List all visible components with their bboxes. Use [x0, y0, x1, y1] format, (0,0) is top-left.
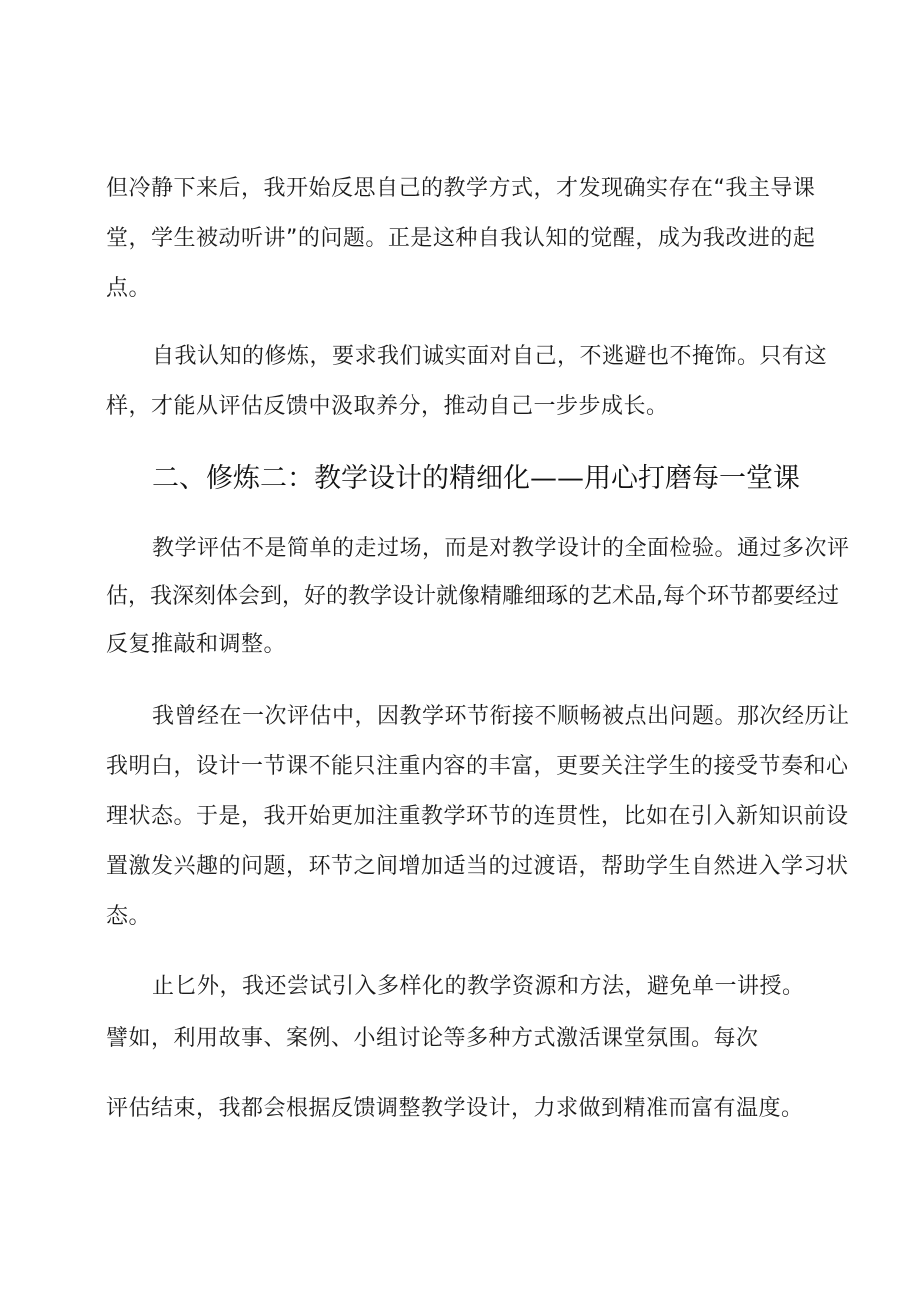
- paragraph-1-line-1: 但冷静下来后，我开始反思自己的教学方式，才发现确实存在“我主导课: [106, 176, 816, 201]
- paragraph-5-line-2: 譬如，利用故事、案例、小组讨论等多种方式激活课堂氛围。每次: [106, 1026, 759, 1051]
- paragraph-3-line-3: 反复推敲和调整。: [106, 632, 287, 657]
- paragraph-4-line-3: 理状态。于是，我开始更加注重教学环节的连贯性，比如在引入新知识前设: [106, 804, 849, 829]
- paragraph-1-line-2: 堂，学生被动听讲”的问题。正是这种自我认知的觉醒，成为我改进的起: [106, 226, 816, 251]
- paragraph-4-line-4: 置激发兴趣的问题，环节之间增加适当的过渡语，帮助学生自然进入学习状: [106, 854, 849, 879]
- paragraph-4-line-1: 我曾经在一次评估中，因教学环节衔接不顺畅被点出问题。那次经历让: [152, 704, 850, 729]
- paragraph-1-line-3: 点。: [106, 276, 152, 301]
- paragraph-5-line-1: 止匕外，我还尝试引入多样化的教学资源和方法，避免单一讲授。: [152, 974, 805, 999]
- paragraph-3-line-1: 教学评估不是简单的走过场，而是对教学设计的全面检验。通过多次评: [152, 536, 850, 561]
- paragraph-4-line-5: 态。: [106, 904, 152, 929]
- paragraph-3-line-2: 估，我深刻体会到，好的教学设计就像精雕细琢的艺术品,每个环节都要经过: [106, 584, 839, 609]
- paragraph-2-line-1: 自我认知的修炼，要求我们诚实面对自己，不逃避也不掩饰。只有这: [152, 344, 828, 369]
- paragraph-4-line-2: 我明白，设计一节课不能只注重内容的丰富，更要关注学生的接受节奏和心: [106, 754, 849, 779]
- paragraph-2-line-2: 样，才能从评估反馈中汲取养分，推动自己一步步成长。: [106, 394, 669, 419]
- section-heading: 二、修炼二：教学设计的精细化——用心打磨每一堂课: [152, 463, 800, 494]
- paragraph-5-line-3: 评估结束，我都会根据反馈调整教学设计，力求做到精准而富有温度。: [106, 1096, 804, 1121]
